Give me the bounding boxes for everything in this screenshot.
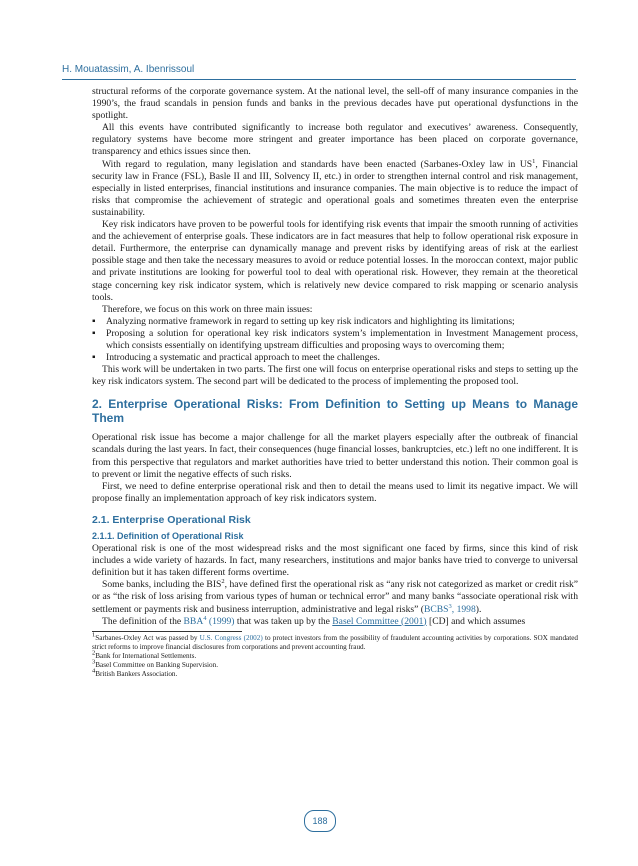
footnote: $^2$Bank for International Settlements. <box>92 649 197 660</box>
paragraph: This work will be undertaken in two parts. The first one will focus on enterprise operational risks and steps to setting up the key risk indicators system. The second part will be dedicated to the process of implementing the proposed tool. <box>92 364 578 388</box>
subsubsection-heading: 2.1.1. Definition of Operational Risk <box>92 531 244 541</box>
subsection-heading: 2.1. Enterprise Operational Risk <box>92 513 251 526</box>
citation-link[interactable]: U.S. Congress (2002) <box>199 633 263 642</box>
header-rule <box>62 79 576 80</box>
list-item: ▪ Introducing a systematic and practical approach to meet the challenges. <box>92 352 578 364</box>
citation-link[interactable]: BBA$^4$ (1999) <box>183 614 235 627</box>
section-heading: 2. Enterprise Operational Risks: From Definition to Setting up Means to Manage Them <box>92 397 578 426</box>
page-number: 188 <box>304 810 336 832</box>
footnote: $^3$Basel Committee on Banking Supervision. <box>92 658 219 669</box>
footnote: $^4$British Bankers Association. <box>92 667 178 678</box>
paragraph: structural reforms of the corporate governance system. At the national level, the sell-off of many insurance companies in the 1990’s, the fraud scandals in pension funds and banks in the previous decades have put operational dysfunctions in the spotlight. <box>92 86 578 122</box>
paragraph: First, we need to define enterprise operational risk and then to detail the means used to limit its negative impact. We will propose finally an implementation approach of key risk indicators system. <box>92 480 578 504</box>
paragraph: With regard to regulation, many legislation and standards have been enacted (Sarbanes-Oxley law in $US^1$, Financial security law in France (FSL), Basle II and III, Solvency II, etc.) in order to strengthen internal control and risk management, especially in listed enterprises, financial institutions and insurance companies. The main objective is to reduce the impact of risks that compromise the achievement of strategic and operational goals and sometimes threaten even the enterprise sustainability. <box>92 157 579 218</box>
issues-list <box>92 316 578 364</box>
paragraph: All this events have contributed significantly to increase both regulator and executives’ awareness. Consequently, regulatory systems have become more stringent and greater importance has been placed on corporate governance, transparency and ethics issues since then. <box>92 122 578 158</box>
paragraph: The definition of the BBA$^4$ (1999) that was taken up by the Basel Committee (2001) [CD] and which assumes <box>102 614 526 627</box>
paragraph: Therefore, we focus on this work on three main issues: <box>102 303 313 315</box>
footnote-ref: 2 <box>221 578 225 586</box>
paragraph: Key risk indicators have proven to be powerful tools for identifying risk events that impair the smooth running of activities and the achievement of enterprise goals. These indicators are in fact measures that help to follow operational risk exposure in detail. Furthermore, the enterprise can dynamically manage and prevent risks by identifying areas of risk at the earliest possible stage and then take the necessary measures to avoid or reduce potential losses. In the moroccan context, major public and private institutions are looking for powerful tool to deal with operational risk. However, they remain at the theoretical stage concerning key risk indicator system, which is relatively new device compared to risk mapping or scenario analysis tools. <box>92 219 578 303</box>
citation-link[interactable]: BCBS$^3$, 1998 <box>423 602 476 615</box>
footnote-rule <box>92 631 242 632</box>
citation-link[interactable]: Basel Committee (2001) <box>332 615 427 627</box>
list-item: ▪ Analyzing normative framework in regard to setting up key risk indicators and highlighting its limitations; <box>92 316 578 328</box>
paragraph: Operational risk is one of the most widespread risks and the most significant one faced by firms, since this kind of risk includes a wide variety of hazards. In fact, many researchers, institutions and major banks have tried to converge to universal definition but it has taken different forms overtime. <box>92 543 578 579</box>
paragraph: Operational risk issue has become a major challenge for all the market players especially after the outbreak of financial scandals during the last years. In fact, their consequences (huge financial losses, bankruptcies, etc.) left no one indifferent. It is from this perspective that regulators and market authorities have tried to better understand this notion. Their common goal is to prevent or limit the negative effects of such risks. <box>92 432 579 480</box>
page-content <box>92 86 578 679</box>
footnote: $^1$Sarbanes-Oxley Act was passed by U.S. Congress (2002) to protect investors from the possibility of fraudulent accounting activities by corporations. SOX mandated strict reforms to improve financial disclosures from corporations and prevent accounting fraud. <box>92 631 579 651</box>
footnote-ref: 1 <box>532 157 536 165</box>
footnotes <box>92 631 579 679</box>
paragraph: Some banks, including the BIS$^2$, have defined first the operational risk as “any risk not categorized as market or credit risk” or as “the risk of loss arising from various types of human or technical error” and many banks “associate operational risk with settlement or payments risk and business interruption, administrative and legal risks” (BCBS$^3$, 1998). <box>92 578 578 615</box>
running-header-authors: H. Mouatassim, A. Ibenrissoul <box>62 64 195 75</box>
list-item: ▪ Proposing a solution for operational key risk indicators system’s implementation in Investment Management process, which consists essentially on identifying upstream difficulties and proposing ways to overcoming them; <box>92 328 578 352</box>
